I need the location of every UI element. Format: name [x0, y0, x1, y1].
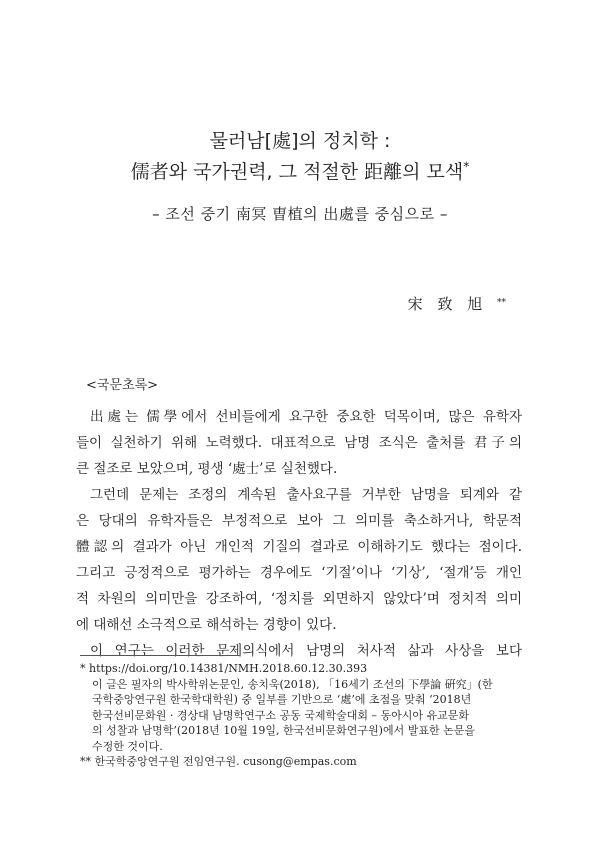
footnote-doi: * https://doi.org/10.14381/NMH.2018.60.12.30.393 — [80, 662, 368, 675]
footnotes — [80, 661, 520, 770]
subtitle: – 조선 중기 南冥 曺植의 出處를 중심으로 – — [152, 205, 448, 223]
footnote-line: 의 성찰과 남명학’(2018년 10월 19일, 한국선비문화연구원)에서 발표한 논문을 — [92, 724, 475, 737]
footnote-line: 한국선비문화원 · 경상대 남명학연구소 공동 국제학술대회 – 동아시아 유교문화 — [92, 708, 469, 722]
footnote-divider — [80, 655, 240, 656]
title-line-1: 물러남[處]의 정치학 : — [209, 130, 391, 152]
footnote-author: ** 한국학중앙연구원 전임연구원. cusong@empas.com — [80, 755, 357, 768]
footnote-line: 수정한 것이다. — [92, 739, 163, 753]
author-footnote-mark: ** — [497, 298, 506, 308]
footnote-line: 이 글은 필자의 박사학위논문인, 송치욱(2018), 「16세기 조선의 下學論 硏究」(한 — [92, 677, 493, 691]
title-line-2-text: 儒者와 국가권력, 그 적절한 距離의 모색 — [130, 161, 464, 183]
author — [408, 293, 506, 314]
title-footnote-mark: * — [463, 159, 470, 174]
footnote-line: 국학중앙연구원 한국학대학원) 중 일부를 기반으로 ‘處’에 초점을 맞춰 ‘2018년 — [92, 693, 472, 706]
title-line-2 — [0, 157, 600, 184]
abstract-line: 體認의 결과가 아닌 개인적 기질의 결과로 이해하기도 했다는 점이다. — [76, 539, 522, 555]
abstract-line: 적 차원의 의미만을 강조하여, ‘정치를 외면하지 않았다’며 정치적 의미 — [76, 591, 522, 607]
abstract-line: 出處는 儒學에서 선비들에게 요구한 중요한 덕목이며, 많은 유학자 — [90, 409, 522, 425]
abstract-line: 큰 절조로 보았으며, 평생 ‘處士’로 실천했다. — [76, 461, 338, 477]
abstract-line: 이 연구는 이러한 문제의식에서 남명의 처사적 삶과 사상을 보다 — [90, 643, 522, 659]
abstract-line: 그리고 긍정적으로 평가하는 경우에도 ‘기절’이나 ‘기상’, ‘절개’등 개인 — [76, 565, 522, 581]
abstract-line: 에 대해선 소극적으로 해석하는 경향이 있다. — [76, 617, 337, 633]
abstract-body — [76, 404, 522, 664]
abstract-line: 그런데 문제는 조정의 계속된 출사요구를 거부한 남명을 퇴계와 같 — [90, 487, 522, 503]
author-name: 宋 致 旭 — [407, 295, 488, 313]
abstract-label: <국문초록> — [86, 378, 159, 393]
abstract-line: 들이 실천하기 위해 노력했다. 대표적으로 남명 조식은 출처를 君子의 — [76, 435, 522, 451]
abstract-line: 은 당대의 유학자들은 부정적으로 보아 그 의미를 축소하거나, 학문적 — [76, 513, 522, 529]
